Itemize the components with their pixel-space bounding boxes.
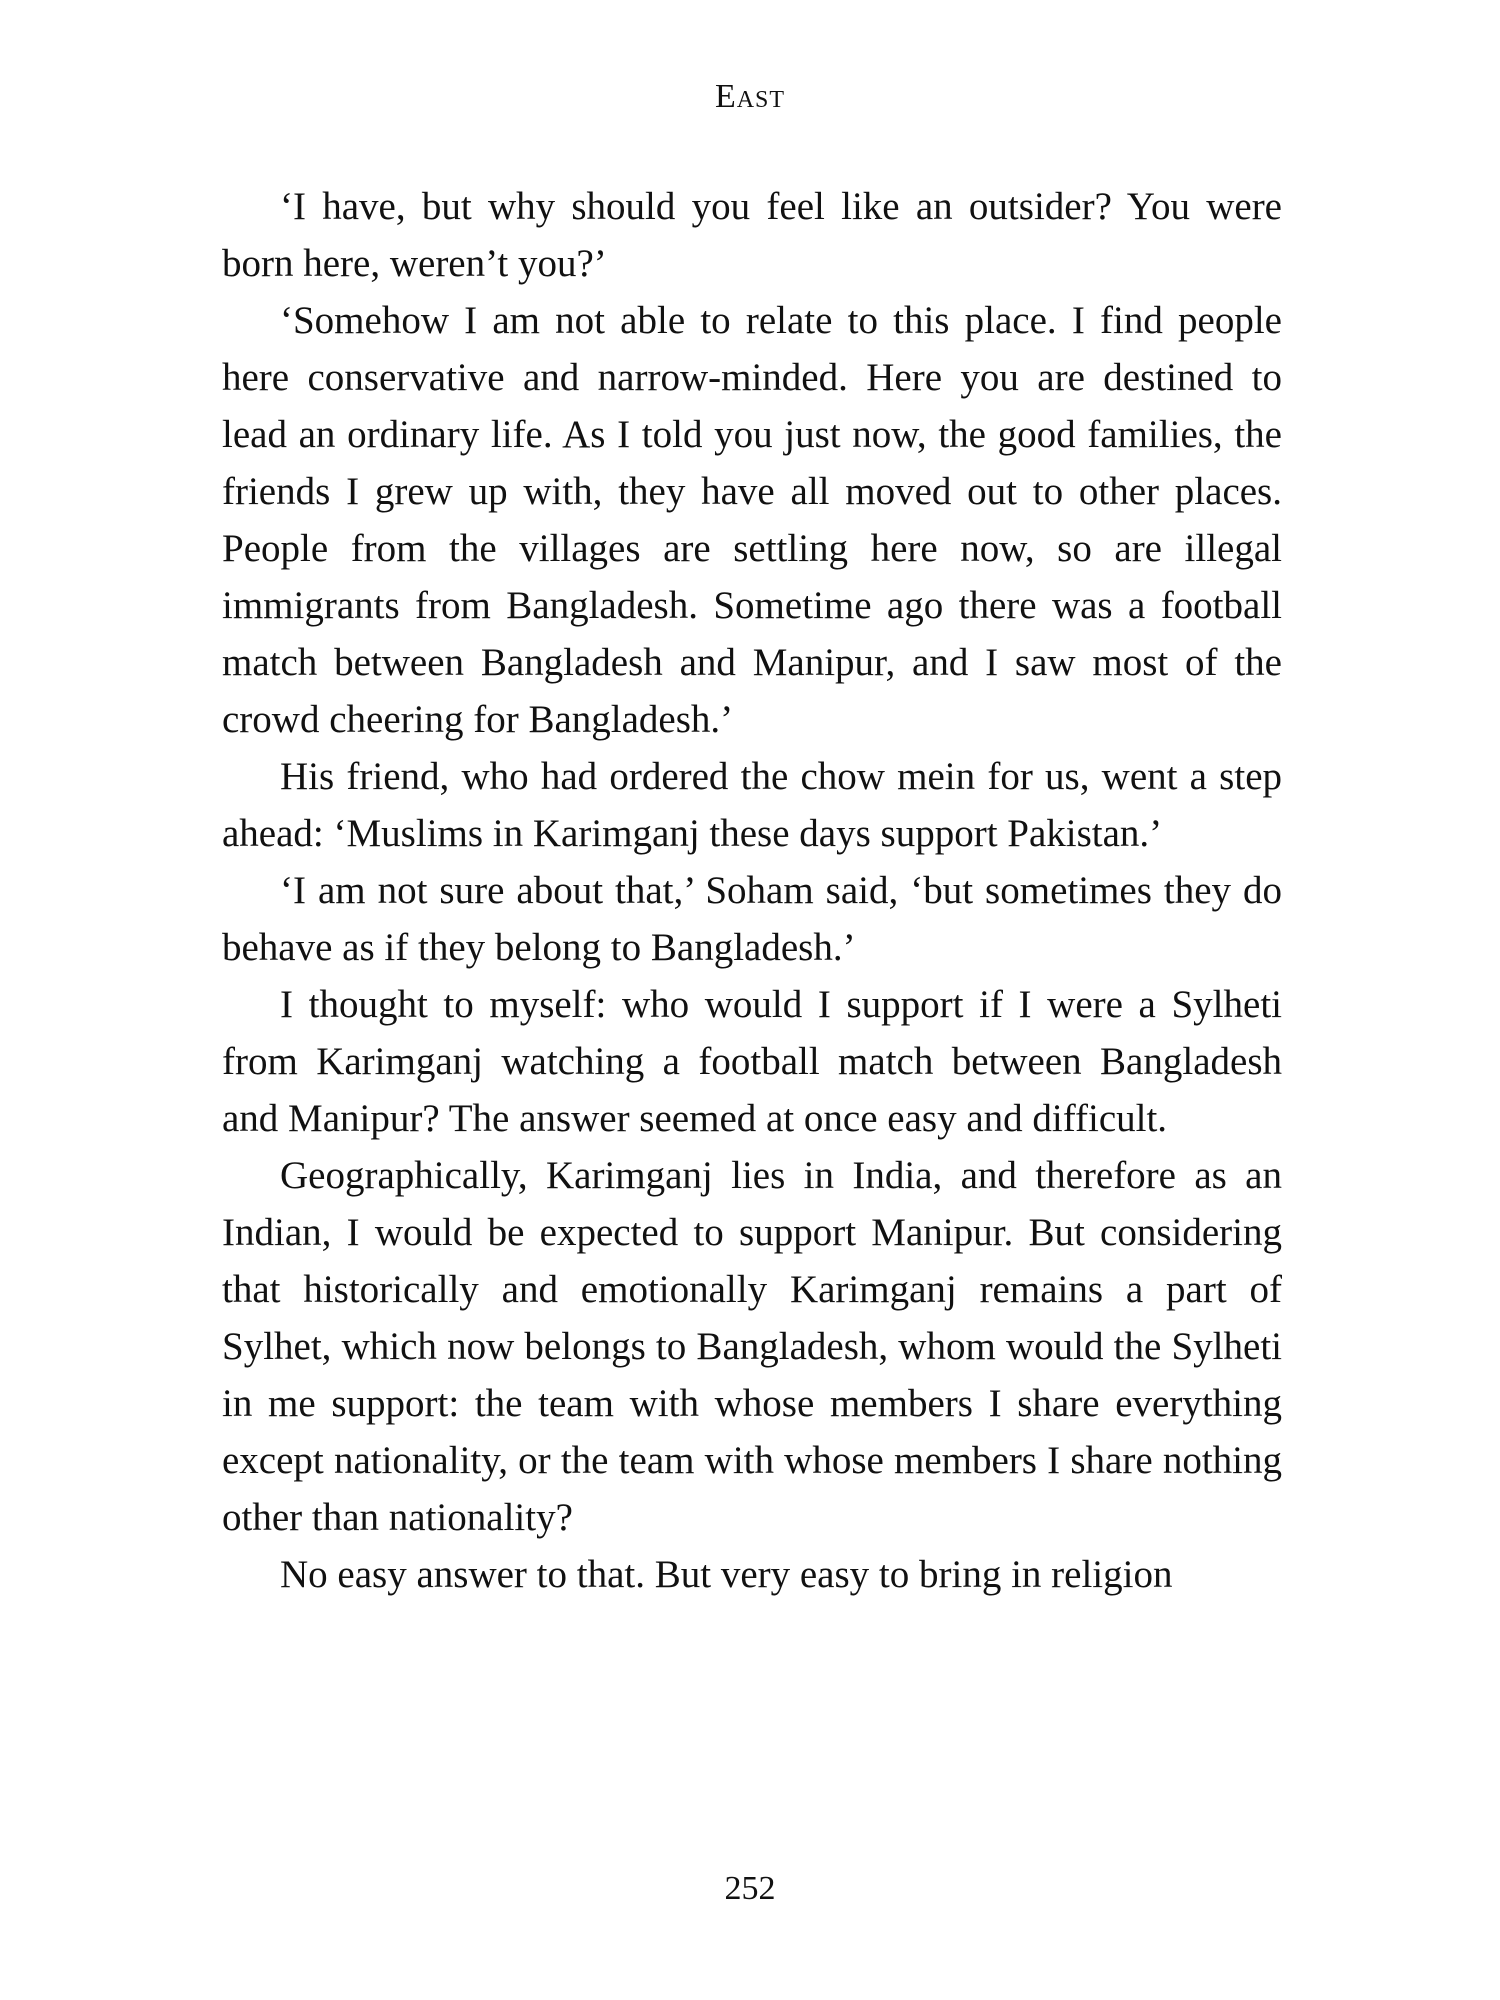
paragraph: I thought to myself: who would I support if I were a Sylheti from Karimganj watching a football match between Bangladesh and Manipur? The answer seemed at once easy and difficult.: [222, 983, 1282, 1140]
paragraph: ‘Somehow I am not able to relate to this place. I find people here conservative and narrow-minded. Here you are destined to lead an ordinary life. As I told you just now, the good families, the friends I grew up with, they have all moved out to other places. People from the villages are settling here now, so are illegal immigrants from Bangladesh. Sometime ago there was a football match between Bangladesh and Manipur, and I saw most of the crowd cheering for Bangladesh.’: [222, 299, 1282, 741]
paragraph: No easy answer to that. But very easy to bring in religion: [280, 1553, 1173, 1596]
running-head: East: [714, 78, 786, 115]
body-text: [222, 178, 1282, 1603]
paragraph: ‘I am not sure about that,’ Soham said, ‘but sometimes they do behave as if they belong to Bangladesh.’: [222, 869, 1282, 969]
paragraph: Geographically, Karimganj lies in India, and therefore as an Indian, I would be expected to support Manipur. But considering that historically and emotionally Karimganj remains a part of Sylhet, which now belongs to Bangladesh, whom would the Sylheti in me support: the team with whose members I share everything except nationality, or the team with whose members I share nothing other than nationality?: [222, 1154, 1282, 1539]
page-number: 252: [724, 1870, 776, 1907]
paragraph: His friend, who had ordered the chow mein for us, went a step ahead: ‘Muslims in Karimganj these days support Pakistan.’: [222, 755, 1282, 855]
paragraph: ‘I have, but why should you feel like an outsider? You were born here, weren’t you?’: [222, 185, 1282, 285]
